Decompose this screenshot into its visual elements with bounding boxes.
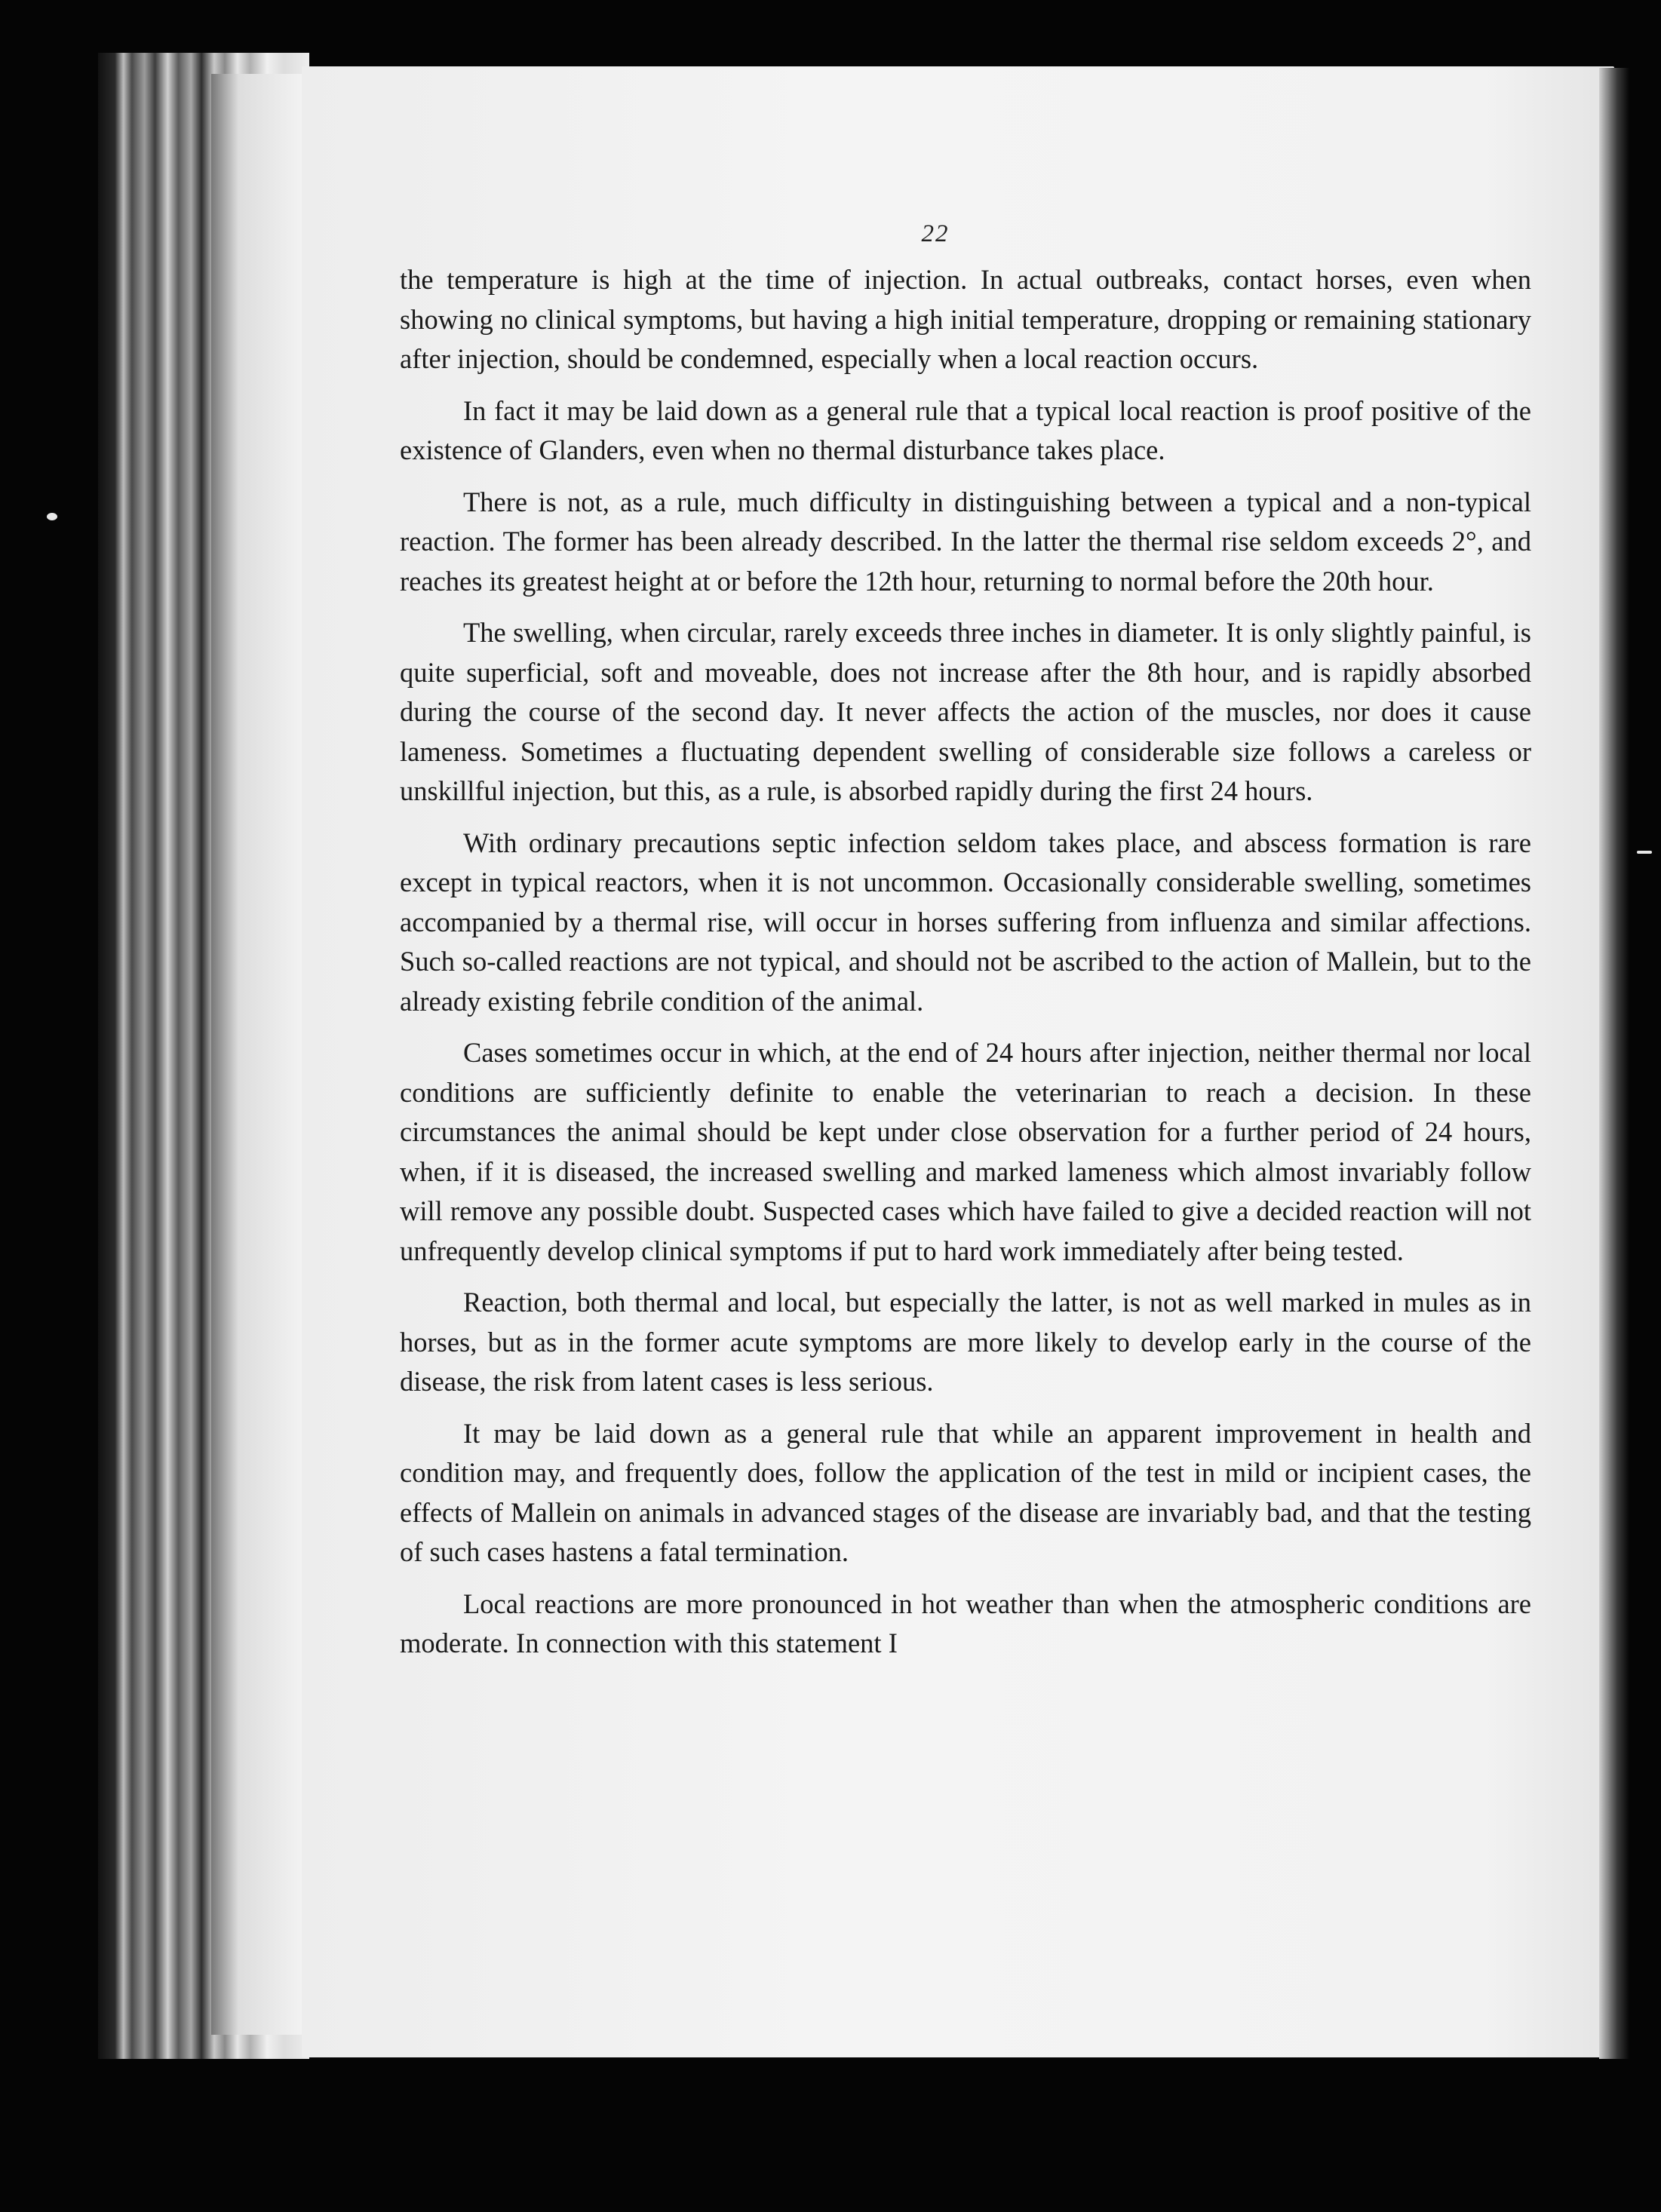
scan-speck xyxy=(1637,851,1652,854)
paragraph: There is not, as a rule, much difficulty in distinguishing between a typical and a non-typical reaction. The former has been already described. In the latter the thermal rise seldom exceeds 2°, and reaches its greatest height at or before the 12th hour, returning to normal before the 20th hour. xyxy=(400,486,1531,597)
paragraph: In fact it may be laid down as a general rule that a typical local reaction is proof positive of the existence of Glanders, even when no thermal disturbance takes place. xyxy=(400,394,1531,465)
page-number: 22 xyxy=(921,220,950,247)
page-body-text xyxy=(400,260,1531,1676)
page-right-edge xyxy=(1599,68,1629,2059)
scan-speck xyxy=(47,513,57,520)
paragraph: With ordinary precautions septic infection seldom takes place, and abscess formation is rare except in typical reactors, when it is not uncommon. Occasionally considerable swelling, sometimes accompanied by a thermal rise, will occur in horses suffering from influenza and similar affections. Such so-called reactions are not typical, and should not be ascribed to the action of Mallein, but to the already existing febrile condition of the animal. xyxy=(400,827,1531,1017)
paragraph: It may be laid down as a general rule that while an apparent improvement in health and condition may, and frequently does, follow the application of the test in mild or incipient cases, the effects of Mallein on animals in advanced stages of the disease are invariably bad, and that the testing of such cases hastens a fatal termination. xyxy=(400,1417,1531,1567)
paragraph: Reaction, both thermal and local, but especially the latter, is not as well marked in mules as in horses, but as in the former acute symptoms are more likely to develop early in the course of the disease, the risk from latent cases is less serious. xyxy=(400,1287,1531,1397)
paragraph: The swelling, when circular, rarely exceeds three inches in diameter. It is only slightly painful, is quite superficial, soft and moveable, does not increase after the 8th hour, and is rapidly absorbed during the course of the second day. It never affects the action of the muscles, nor does it cause lameness. Sometimes a fluctuating dependent swelling of considerable size follows a careless or unskillful injection, but this, as a rule, is absorbed rapidly during the first 24 hours. xyxy=(400,617,1531,806)
paragraph: Local reactions are more pronounced in hot weather than when the atmospheric conditions are moderate. In connection with this statement I xyxy=(400,1588,1531,1658)
page-gutter xyxy=(211,74,302,2035)
paragraph: Cases sometimes occur in which, at the end of 24 hours after injection, neither thermal nor local conditions are sufficiently definite to enable the veterinarian to reach a decision. In these circumstances the animal should be kept under close observation for a further period of 24 hours, when, if it is diseased, the increased swelling and marked lameness which almost invariably follow will remove any possible doubt. Suspected cases which have failed to give a decided reaction will not unfrequently develop clinical symptoms if put to hard work immediately after being tested. xyxy=(400,1037,1531,1266)
paragraph: the temperature is high at the time of injection. In actual outbreaks, contact horses, even when showing no clinical symptoms, but having a high initial temperature, dropping or remaining stationary after injection, should be condemned, especially when a local reaction occurs. xyxy=(400,264,1531,374)
